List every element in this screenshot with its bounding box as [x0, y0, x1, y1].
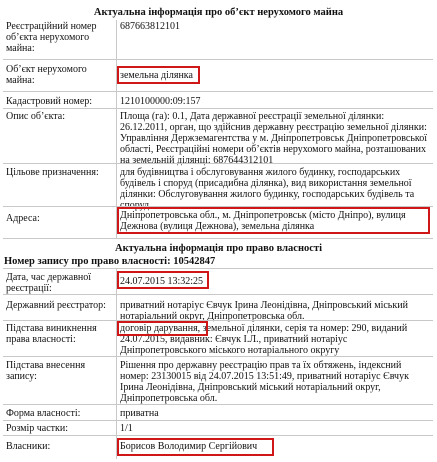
row-divider — [3, 404, 433, 405]
value-address: Дніпропетровська обл., м. Дніпропетровськ (місто Дніпро), вулиця Деж​нова (вулиця Деж​нова), земельна ділянка — [120, 210, 406, 232]
row-divider — [3, 320, 433, 321]
row-divider — [3, 108, 433, 109]
highlight-box-datetime — [117, 271, 209, 289]
label-ownership-basis: Підстава виникнення права власності: — [6, 323, 97, 345]
value-registration-number: 687663812101 — [120, 21, 180, 32]
label-registration-datetime: Дата, час державної реєстрації: — [6, 272, 92, 294]
label-entry-basis: Підстава внесення запису: — [6, 360, 86, 382]
record-number-value: 10542847 — [173, 256, 216, 267]
row-divider — [3, 420, 433, 421]
value-ownership-basis-highlight: договір дарування, — [120, 323, 201, 334]
value-owners: Борисов Володимир Сергійович — [120, 441, 258, 452]
value-purpose: для будівництва і обслуговування жилого будинку, господарських будівель і споруд (присадибна ділянка), вид використання земельної ділянки: Обслуговування жилого будинку, господарських будівель та споруд — [120, 167, 415, 211]
value-entry-basis: Рішення про державну реєстрацію прав та їх обтяжень, індексний номер: 23130015 від 24.07.2015 13:51:49, приватний нотаріус Євчук Ірина Леонідівна, Дніпровський міський нотаріальний округ, Дніпропетровська обл. — [120, 360, 409, 404]
row-divider — [3, 163, 433, 164]
highlight-box-address — [117, 207, 430, 234]
section-title-ownership: Актуальна інформація про право власності — [115, 243, 322, 254]
value-registration-datetime: 24.07.2015 13:32:25 — [120, 276, 204, 287]
label-owners: Власники: — [6, 441, 51, 452]
record-number-label: Номер запису про право власності: — [4, 256, 171, 267]
row-divider — [3, 91, 433, 92]
label-address: Адреса: — [6, 213, 40, 224]
value-cadastral-number: 1210100000:09:157 — [120, 96, 201, 107]
row-divider — [3, 59, 433, 60]
value-object-type: земельна ділянка — [120, 70, 193, 81]
value-share-size: 1/1 — [120, 423, 133, 434]
highlight-box-object-type — [117, 66, 200, 84]
label-description: Опис об’єкта: — [6, 111, 66, 122]
value-registrar: приватний нотаріус Євчук Ірина Леонідівна, Дніпровський міський нотаріальний округ, Дніпропетровська обл. — [120, 300, 408, 322]
highlight-box-ownership-basis — [117, 321, 208, 336]
row-divider — [3, 356, 433, 357]
highlight-box-owners — [117, 438, 274, 456]
value-description: Площа (га): 0.1, Дата державної реєстрації земельної ділянки: 26.12.2011, орган, що здійснив державну реєстрацію земельної ділянки: Управління Держземагентства у м. Дніпропетровськ Дніпропетровської області, Реєстраційні номери об’єктів нерухомого майна, розташованих на земельній ділянці: 687644312101 — [120, 111, 428, 166]
label-share-size: Розмір частки: — [6, 423, 68, 434]
label-cadastral-number: Кадастровий номер: — [6, 96, 93, 107]
column-divider — [116, 269, 117, 459]
value-ownership-form: приватна — [120, 408, 159, 419]
row-divider — [3, 238, 433, 239]
label-ownership-form: Форма власності: — [6, 408, 81, 419]
label-purpose: Цільове призначення: — [6, 167, 99, 178]
value-ownership-basis-rest: земельної ділянки, серія та номер: 290, виданий 24.07.2015, видавник: Євчук І.Л., приватний нотаріус Дніпропетровського міського нотаріального округу — [120, 323, 408, 356]
row-divider — [3, 294, 433, 295]
label-object-type: Об’єкт нерухомого майна: — [6, 64, 87, 86]
row-divider — [3, 435, 433, 436]
record-number-line — [4, 256, 215, 267]
label-registrar: Державний реєстратор: — [6, 300, 106, 311]
column-divider — [116, 20, 117, 238]
label-registration-number: Реєстраційний номер об’єкта нерухомого майна: — [6, 21, 97, 54]
row-divider — [3, 268, 433, 269]
section-title-property: Актуальна інформація про об’єкт нерухомого майна — [93, 7, 344, 18]
